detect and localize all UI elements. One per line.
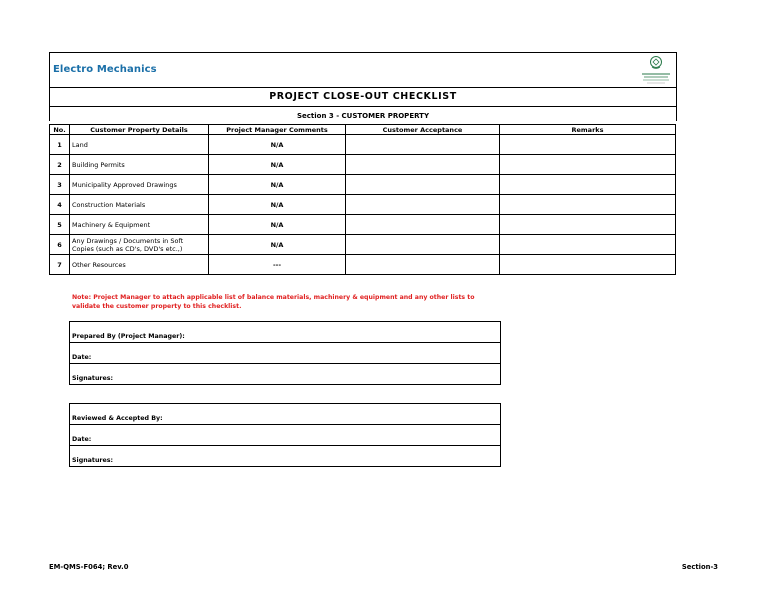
customer-property-table bbox=[49, 124, 676, 275]
column-header-acceptance: Customer Acceptance bbox=[346, 125, 500, 135]
remarks-cell[interactable] bbox=[500, 155, 676, 175]
table-row bbox=[50, 195, 676, 215]
reviewed-date-field[interactable] bbox=[70, 425, 500, 446]
table-row bbox=[50, 215, 676, 235]
property-detail: Municipality Approved Drawings bbox=[70, 175, 209, 195]
customer-acceptance-cell[interactable] bbox=[346, 215, 500, 235]
section-footer-label: Section-3 bbox=[681, 563, 718, 571]
section-title: Section 3 - CUSTOMER PROPERTY bbox=[296, 112, 430, 120]
pm-comment[interactable]: N/A bbox=[209, 215, 346, 235]
remarks-cell[interactable] bbox=[500, 255, 676, 275]
customer-acceptance-cell[interactable] bbox=[346, 235, 500, 255]
property-detail: Machinery & Equipment bbox=[70, 215, 209, 235]
property-detail: Other Resources bbox=[70, 255, 209, 275]
remarks-cell[interactable] bbox=[500, 135, 676, 155]
column-header-no: No. bbox=[50, 125, 70, 135]
reviewed-signature-field[interactable] bbox=[70, 446, 500, 466]
prepared-signature-label: Signatures: bbox=[72, 375, 114, 382]
table-row bbox=[50, 175, 676, 195]
property-detail: Land bbox=[70, 135, 209, 155]
property-detail: Building Permits bbox=[70, 155, 209, 175]
page-title: PROJECT CLOSE-OUT CHECKLIST bbox=[50, 88, 676, 107]
pm-comment[interactable]: N/A bbox=[209, 135, 346, 155]
table-row bbox=[50, 235, 676, 255]
form-code: EM-QMS-F064; Rev.0 bbox=[49, 563, 129, 571]
table-row bbox=[50, 155, 676, 175]
company-logo-icon bbox=[639, 55, 673, 85]
property-detail: Any Drawings / Documents in Soft Copies (such as CD's, DVD's etc.,) bbox=[70, 235, 209, 255]
reviewed-by-label: Reviewed & Accepted By: bbox=[72, 415, 163, 422]
customer-acceptance-cell[interactable] bbox=[346, 175, 500, 195]
prepared-by-block bbox=[69, 321, 501, 385]
reviewed-signature-label: Signatures: bbox=[72, 457, 114, 464]
pm-comment[interactable]: --- bbox=[209, 255, 346, 275]
row-number: 4 bbox=[50, 195, 70, 215]
pm-comment[interactable]: N/A bbox=[209, 235, 346, 255]
row-number: 5 bbox=[50, 215, 70, 235]
prepared-by-label: Prepared By (Project Manager): bbox=[72, 333, 185, 340]
prepared-date-label: Date: bbox=[72, 354, 92, 361]
reviewed-date-label: Date: bbox=[72, 436, 92, 443]
customer-acceptance-cell[interactable] bbox=[346, 135, 500, 155]
customer-acceptance-cell[interactable] bbox=[346, 195, 500, 215]
company-header bbox=[50, 53, 676, 88]
remarks-cell[interactable] bbox=[500, 235, 676, 255]
company-name: Electro Mechanics bbox=[53, 64, 157, 75]
prepared-signature-field[interactable] bbox=[70, 364, 500, 384]
prepared-date-field[interactable] bbox=[70, 343, 500, 364]
row-number: 1 bbox=[50, 135, 70, 155]
table-row bbox=[50, 255, 676, 275]
pm-comment[interactable]: N/A bbox=[209, 195, 346, 215]
remarks-cell[interactable] bbox=[500, 195, 676, 215]
table-header-row bbox=[50, 125, 676, 135]
property-detail: Construction Materials bbox=[70, 195, 209, 215]
remarks-cell[interactable] bbox=[500, 215, 676, 235]
column-header-details: Customer Property Details bbox=[70, 125, 209, 135]
column-header-pm-comments: Project Manager Comments bbox=[209, 125, 346, 135]
reviewed-by-field[interactable] bbox=[70, 404, 500, 425]
table-row bbox=[50, 135, 676, 155]
project-manager-note: Note: Project Manager to attach applicable list of balance materials, machinery & equipment and any other lists to validate the customer property to this checklist. bbox=[72, 294, 475, 310]
pm-comment[interactable]: N/A bbox=[209, 155, 346, 175]
pm-comment[interactable]: N/A bbox=[209, 175, 346, 195]
row-number: 3 bbox=[50, 175, 70, 195]
row-number: 2 bbox=[50, 155, 70, 175]
reviewed-by-block bbox=[69, 403, 501, 467]
column-header-remarks: Remarks bbox=[500, 125, 676, 135]
customer-acceptance-cell[interactable] bbox=[346, 255, 500, 275]
row-number: 7 bbox=[50, 255, 70, 275]
row-number: 6 bbox=[50, 235, 70, 255]
document-header bbox=[49, 52, 677, 121]
prepared-by-field[interactable] bbox=[70, 322, 500, 343]
customer-acceptance-cell[interactable] bbox=[346, 155, 500, 175]
remarks-cell[interactable] bbox=[500, 175, 676, 195]
